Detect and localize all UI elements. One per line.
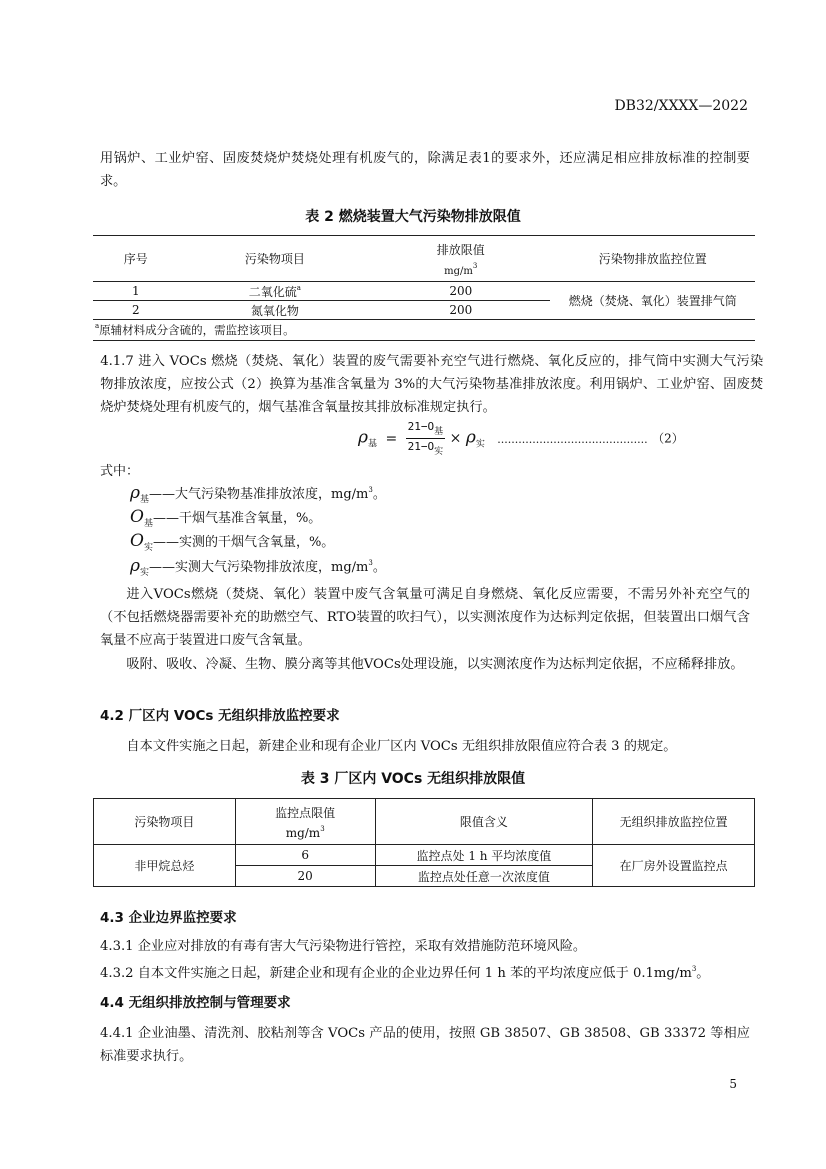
page-number: 5 [729, 1077, 737, 1091]
th-limit-label: 排放限值 [436, 242, 485, 257]
formula-number: （2） [652, 431, 684, 446]
table3 [93, 798, 755, 887]
formula-fraction [406, 420, 446, 457]
table-note [93, 320, 755, 341]
th-location: 无组织排放监控位置 [593, 799, 755, 845]
th-limit [235, 799, 375, 845]
cell-item [179, 301, 372, 320]
th-no: 序号 [93, 236, 179, 282]
para-adsorb: 吸附、吸收、冷凝、生物、膜分离等其他VOCs处理设施，以实测浓度作为达标判定依据，不应稀释排放。 [126, 657, 744, 672]
def-text: ——干烟气基准含氧量，%。 [152, 511, 322, 526]
th-item: 污染物项目 [94, 799, 236, 845]
para-4-3-1: 4.3.1 企业应对排放的有毒有害大气污染物进行管控，采取有效措施防范环境风险。 [100, 939, 587, 954]
formula-lhs: ρ [358, 427, 368, 448]
formula-rhs: ρ [465, 427, 476, 448]
definition-item [130, 556, 386, 578]
para-4-1-7: 4.1.7 进入 VOCs 燃烧（焚烧、氧化）装置的废气需要补充空气进行燃烧、氧化反应的，排气筒中实测大气污染物排放浓度，应按公式（2）换算为基准含氧量为 3%的大气污染物基准排放浓度。利用锅炉、工业炉窑、固废焚烧炉焚烧处理有机废气的，烟气基准含氧量按其排放标准规定执行。 [100, 354, 764, 415]
note-mark: a [95, 322, 100, 330]
th-unit-sup: 3 [320, 824, 325, 833]
th-limit [371, 236, 550, 282]
def-text: ——实测的干烟气含氧量，%。 [152, 535, 335, 550]
cell-item [179, 282, 372, 301]
formula-times: × [449, 430, 462, 447]
cell-no: 2 [93, 301, 179, 320]
table-note-text: 原辅材料成分含硫的，需监控该项目。 [99, 323, 295, 337]
cell-meaning: 监控点处任意一次浓度值 [375, 866, 593, 887]
th-limit-label: 监控点限值 [275, 805, 336, 820]
def-symbol: ρ [130, 483, 140, 503]
para-4-3-2 [100, 958, 750, 985]
cell-limit: 20 [235, 866, 375, 887]
note-mark: a [296, 283, 301, 292]
formula-lhs-sub: 基 [368, 439, 378, 450]
formula-2: $\rho_基$ = $\frac{21-O_基}{21-O_实}$ × $\rho_实$ ........................................... （2） [358, 420, 684, 457]
definition-item [130, 507, 321, 529]
th-location: 污染物排放监控位置 [550, 236, 755, 282]
def-end: 。 [372, 487, 386, 502]
para-4-3-2-text: 4.3.2 自本文件实施之日起，新建企业和现有企业的企业边界任何 1 h 苯的平均浓度应低于 0.1mg/m [100, 966, 692, 981]
cell-no: 1 [93, 282, 179, 301]
num-sub: 基 [434, 427, 444, 437]
den-sub: 实 [434, 447, 444, 457]
cell-location: 在厂房外设置监控点 [593, 845, 755, 887]
formula-denominator [406, 439, 446, 457]
th-unit: mg/m [285, 825, 321, 840]
section-4-2: 4.2 厂区内 VOCs 无组织排放监控要求 [100, 708, 340, 724]
def-sub: 实 [140, 568, 150, 578]
formula-leader: ........................................... [497, 432, 648, 446]
intro-paragraph: 用锅炉、工业炉窑、固废焚烧炉焚烧处理有机废气的，除满足表1的要求外，还应满足相应排放标准的控制要求。 [100, 151, 750, 189]
def-sub: 基 [140, 495, 150, 505]
def-text: ——实测大气污染物排放浓度，mg/m [149, 560, 369, 575]
th-item: 污染物项目 [179, 236, 372, 282]
para-4-2: 自本文件实施之日起，新建企业和现有企业厂区内 VOCs 无组织排放限值应符合表 3 的规定。 [126, 739, 677, 754]
th-meaning: 限值含义 [375, 799, 593, 845]
section-4-3: 4.3 企业边界监控要求 [100, 910, 237, 926]
cell-meaning: 监控点处 1 h 平均浓度值 [375, 845, 593, 866]
section-4-4: 4.4 无组织排放控制与管理要求 [100, 995, 291, 1011]
def-sup: 3 [368, 559, 373, 567]
para-4-4-1: 4.4.1 企业油墨、清洗剂、胶粘剂等含 VOCs 产品的使用，按照 GB 38507、GB 38508、GB 33372 等相应标准要求执行。 [100, 1026, 750, 1064]
cell-item-text: 二氧化硫 [248, 284, 297, 299]
cell-item: 非甲烷总烃 [94, 845, 236, 887]
def-sub: 实 [143, 543, 153, 553]
cell-limit: 6 [235, 845, 375, 866]
def-symbol: O [130, 531, 144, 551]
where-label: 式中： [100, 464, 140, 479]
formula-rhs-sub: 实 [475, 439, 485, 450]
doc-id-header: DB32/XXXX—2022 [614, 98, 748, 114]
def-sup: 3 [368, 486, 373, 494]
para-oxygen: 进入VOCs燃烧（焚烧、氧化）装置中废气含氧量可满足自身燃烧、氧化反应需要，不需另外补充空气的（不包括燃烧器需要补充的助燃空气、RTO装置的吹扫气），以实测浓度作为达标判定依据，但装置出口烟气含氧量不应高于装置进口废气含氧量。 [100, 587, 750, 648]
cell-limit: 200 [371, 301, 550, 320]
definition-item [130, 483, 386, 505]
table-row [94, 845, 755, 866]
cell-item-text: 氮氧化物 [250, 303, 299, 318]
para-4-3-2-sup: 3 [691, 965, 697, 973]
cell-location: 燃烧（焚烧、氧化）装置排气筒 [550, 282, 755, 320]
def-sub: 基 [143, 519, 153, 529]
para-4-3-2-end: 。 [696, 966, 710, 981]
num-text: 21−O [407, 420, 435, 433]
def-symbol: O [130, 507, 144, 527]
table3-caption: 表 3 厂区内 VOCs 无组织排放限值 [300, 771, 526, 787]
th-unit-sup: 3 [472, 261, 478, 270]
table-row [93, 282, 755, 301]
den-text: 21−O [407, 440, 435, 453]
table-note-row [93, 320, 755, 341]
formula-numerator [406, 420, 446, 439]
table2-caption: 表 2 燃烧装置大气污染物排放限值 [305, 209, 521, 225]
def-text: ——大气污染物基准排放浓度，mg/m [149, 487, 369, 502]
th-unit: mg/m [444, 265, 473, 277]
definition-item [130, 531, 334, 553]
def-end: 。 [372, 560, 386, 575]
def-symbol: ρ [130, 556, 140, 576]
table2 [93, 235, 755, 341]
cell-limit: 200 [371, 282, 550, 301]
